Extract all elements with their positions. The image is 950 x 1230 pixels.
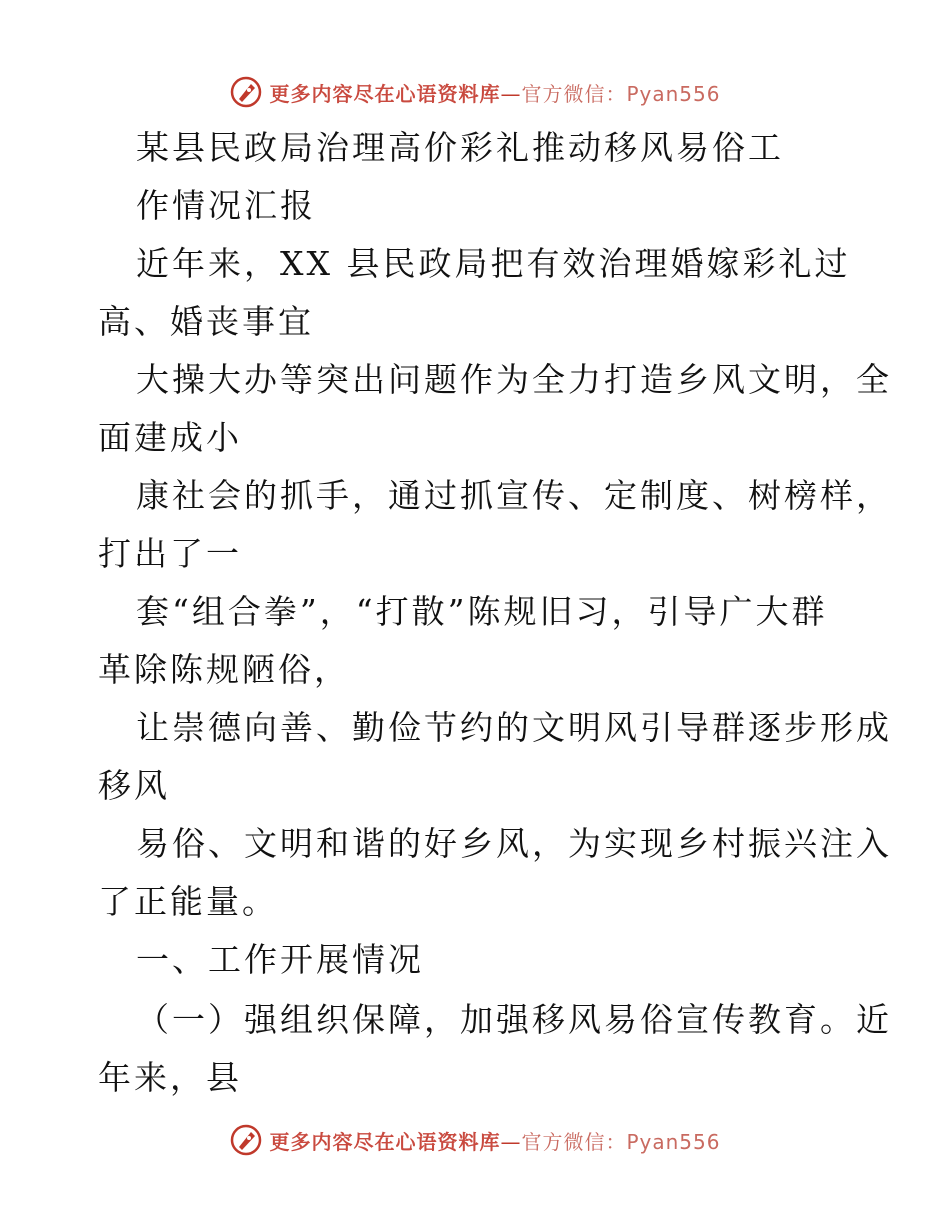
section-heading: 一、工作开展情况 xyxy=(136,940,424,979)
paragraph-line: 了正能量。 xyxy=(98,882,278,921)
paragraph-line: 革除陈规陋俗， xyxy=(98,650,350,689)
document-title-line-2: 作情况汇报 xyxy=(136,186,316,225)
paragraph-line: 年来，县 xyxy=(98,1058,242,1097)
paragraph-line: 面建成小 xyxy=(98,418,242,457)
pen-nib-logo-icon xyxy=(229,1123,263,1157)
watermark-brand: 更多内容尽在心语资料库 xyxy=(269,81,501,106)
paragraph-line: 打出了一 xyxy=(98,534,242,573)
document-title-line-1: 某县民政局治理高价彩礼推动移风易俗工 xyxy=(136,128,784,167)
paragraph-line: 高、婚丧事宜 xyxy=(98,302,314,341)
paragraph-line: 移风 xyxy=(98,766,170,805)
paragraph-line: 易俗、文明和谐的好乡风，为实现乡村振兴注入 xyxy=(136,824,892,863)
watermark-handle: 官方微信：Pyan556 xyxy=(521,81,721,106)
watermark-text xyxy=(269,78,720,107)
watermark-separator: — xyxy=(500,81,522,106)
watermark-separator: — xyxy=(500,1129,522,1154)
watermark-brand: 更多内容尽在心语资料库 xyxy=(269,1129,501,1154)
pen-nib-logo-icon xyxy=(229,75,263,109)
paragraph-line: 让崇德向善、勤俭节约的文明风引导群逐步形成 xyxy=(136,708,892,747)
header-watermark xyxy=(0,72,950,112)
watermark-text xyxy=(269,1126,720,1155)
paragraph-line: 近年来，XX 县民政局把有效治理婚嫁彩礼过 xyxy=(136,244,851,283)
subsection-heading-line: （一）强组织保障，加强移风易俗宣传教育。近 xyxy=(136,1000,892,1039)
paragraph-line: 康社会的抓手，通过抓宣传、定制度、树榜样， xyxy=(136,476,892,515)
watermark-handle: 官方微信：Pyan556 xyxy=(521,1129,721,1154)
paragraph-line: 套“组合拳”，“打散”陈规旧习，引导广大群 xyxy=(136,592,828,631)
paragraph-line: 大操大办等突出问题作为全力打造乡风文明，全 xyxy=(136,360,892,399)
footer-watermark xyxy=(0,1120,950,1160)
